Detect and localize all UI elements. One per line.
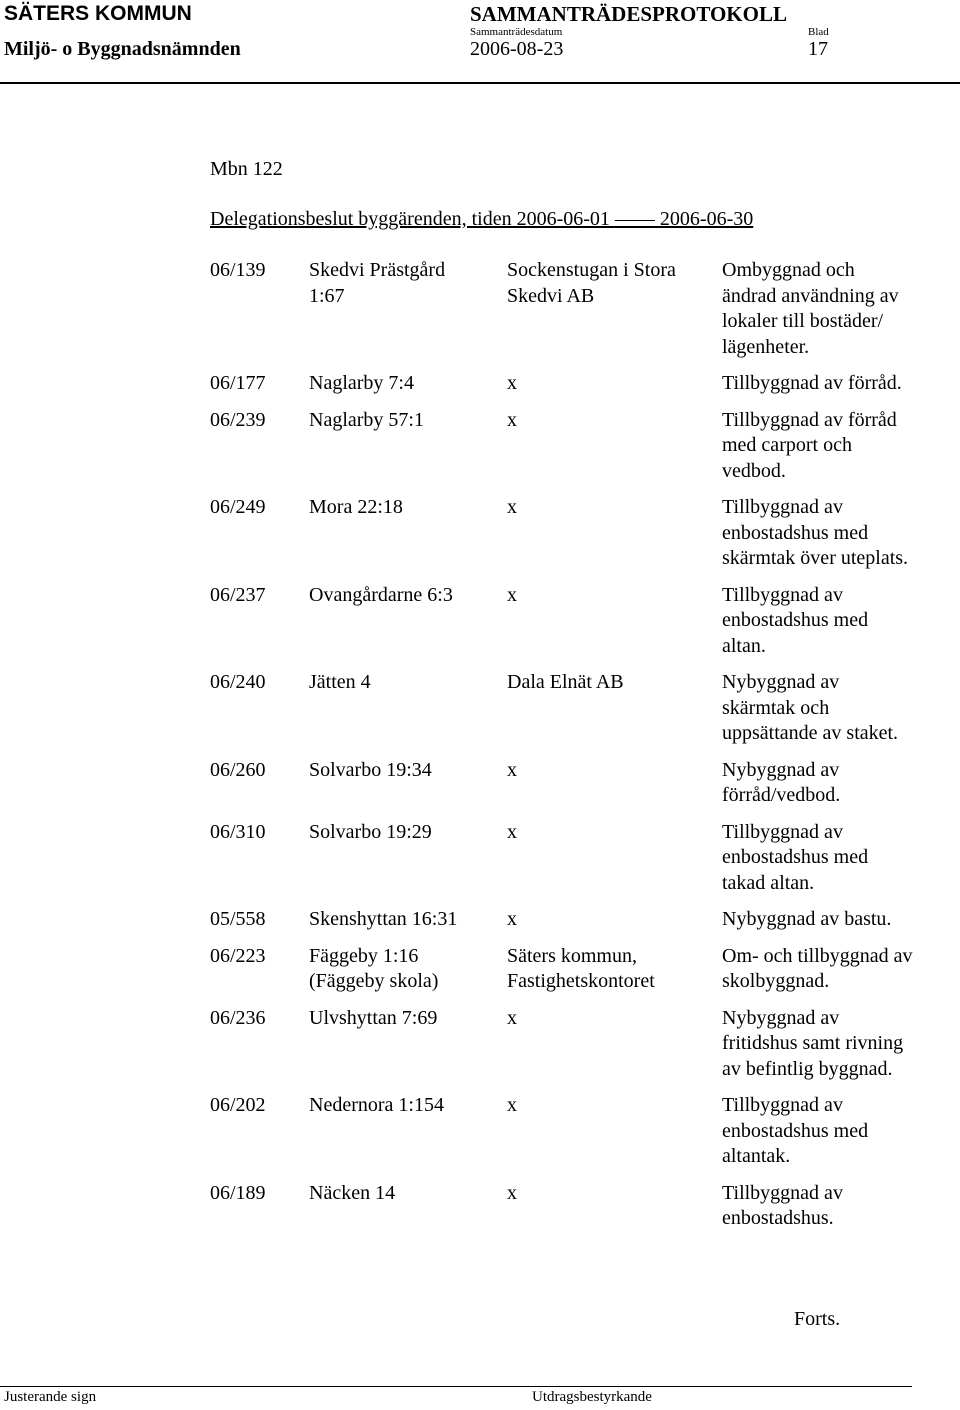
- measure-cell: Tillbyggnad av enbostadshus.: [722, 1181, 843, 1229]
- document-title: SAMMANTRÄDESPROTOKOLL: [470, 2, 787, 26]
- measure-cell: Nybyggnad av fritidshus samt rivning av befintlig byggnad.: [722, 1006, 904, 1080]
- property-cell: Näcken 14: [309, 1181, 396, 1204]
- measure-cell: Om- och tillbyggnad av skolbyggnad.: [722, 944, 913, 992]
- municipality-name: SÄTERS KOMMUN: [4, 2, 192, 25]
- measure-cell: Tillbyggnad av enbostadshus med skärmtak över uteplats.: [722, 496, 909, 569]
- measure-cell: Tillbyggnad av förråd.: [722, 372, 902, 394]
- page-header: [0, 0, 960, 84]
- applicant-cell: Dala Elnät AB: [507, 671, 624, 693]
- header-divider: [0, 82, 960, 84]
- property-cell: Naglarby 57:1: [309, 408, 424, 431]
- paragraph-number: Mbn 122: [210, 158, 283, 180]
- decision-list: [210, 258, 950, 1243]
- case-number-cell: 06/249: [210, 496, 266, 518]
- heading-dash: ——: [614, 208, 655, 230]
- table-row: [210, 758, 950, 809]
- table-row: [210, 944, 950, 995]
- table-row: [210, 1181, 950, 1232]
- applicant-cell: x: [507, 820, 517, 843]
- continued-note: Forts.: [794, 1308, 841, 1330]
- case-number-cell: 06/260: [210, 758, 266, 781]
- case-number-cell: 06/236: [210, 1006, 266, 1029]
- heading-text: Delegationsbeslut byggärenden, tiden 2006-06-01: [210, 208, 615, 230]
- table-row: [210, 670, 950, 747]
- case-number-cell: 06/139: [210, 259, 266, 281]
- heading-text-end: 2006-06-30: [654, 208, 754, 230]
- case-number-cell: 06/223: [210, 944, 266, 967]
- property-cell: Fäggeby 1:16 (Fäggeby skola): [309, 944, 439, 992]
- property-cell: Mora 22:18: [309, 496, 403, 518]
- measure-cell: Tillbyggnad av enbostadshus med altantak.: [722, 1094, 869, 1167]
- measure-cell: Ombyggnad och ändrad användning av lokaler till bostäder/ lägenheter.: [722, 259, 899, 358]
- section-heading: [210, 208, 753, 231]
- applicant-cell: x: [507, 1094, 517, 1116]
- applicant-cell: x: [507, 908, 517, 930]
- table-row: [210, 371, 950, 397]
- meeting-date: 2006-08-23: [470, 38, 564, 60]
- table-row: [210, 583, 950, 660]
- measure-cell: Tillbyggnad av enbostadshus med takad altan.: [722, 820, 869, 894]
- adjusting-signature-label: Justerande sign: [4, 1389, 97, 1405]
- property-cell: Solvarbo 19:34: [309, 758, 432, 781]
- meeting-date-label: Sammanträdesdatum: [470, 26, 563, 38]
- applicant-cell: x: [507, 758, 517, 781]
- case-number-cell: 06/239: [210, 408, 266, 431]
- applicant-cell: x: [507, 408, 517, 431]
- table-row: [210, 1006, 950, 1083]
- page-number: 17: [808, 38, 828, 60]
- property-cell: Jätten 4: [309, 671, 371, 693]
- applicant-cell: Säters kommun, Fastighetskontoret: [507, 944, 655, 992]
- table-row: [210, 495, 950, 572]
- department-name: Miljö- o Byggnadsnämnden: [4, 38, 241, 60]
- table-row: [210, 820, 950, 897]
- applicant-cell: x: [507, 1006, 517, 1029]
- property-cell: Ulvshyttan 7:69: [309, 1006, 438, 1029]
- case-number-cell: 06/237: [210, 583, 266, 606]
- case-number-cell: 06/177: [210, 372, 266, 394]
- measure-cell: Nybyggnad av bastu.: [722, 908, 892, 930]
- extract-certification-label: Utdragsbestyrkande: [532, 1389, 652, 1405]
- page-number-label: Blad: [808, 26, 829, 38]
- property-cell: Naglarby 7:4: [309, 372, 414, 394]
- measure-cell: Tillbyggnad av enbostadshus med altan.: [722, 583, 869, 657]
- property-cell: Nedernora 1:154: [309, 1094, 444, 1116]
- case-number-cell: 06/202: [210, 1094, 266, 1116]
- measure-cell: Nybyggnad av skärmtak och uppsättande av staket.: [722, 671, 899, 744]
- footer-divider: [0, 1386, 912, 1387]
- table-row: [210, 907, 950, 933]
- case-number-cell: 06/240: [210, 671, 266, 693]
- table-row: [210, 1093, 950, 1170]
- case-number-cell: 05/558: [210, 908, 266, 930]
- property-cell: Skedvi Prästgård 1:67: [309, 259, 446, 307]
- case-number-cell: 06/189: [210, 1181, 266, 1204]
- applicant-cell: x: [507, 1181, 517, 1204]
- table-row: [210, 258, 950, 360]
- table-row: [210, 408, 950, 485]
- property-cell: Solvarbo 19:29: [309, 820, 432, 843]
- case-number-cell: 06/310: [210, 820, 266, 843]
- applicant-cell: Sockenstugan i Stora Skedvi AB: [507, 259, 676, 307]
- applicant-cell: x: [507, 372, 517, 394]
- property-cell: Ovangårdarne 6:3: [309, 583, 453, 606]
- applicant-cell: x: [507, 496, 517, 518]
- measure-cell: Nybyggnad av förråd/vedbod.: [722, 758, 841, 806]
- applicant-cell: x: [507, 583, 517, 606]
- measure-cell: Tillbyggnad av förråd med carport och vedbod.: [722, 408, 897, 482]
- property-cell: Skenshyttan 16:31: [309, 908, 458, 930]
